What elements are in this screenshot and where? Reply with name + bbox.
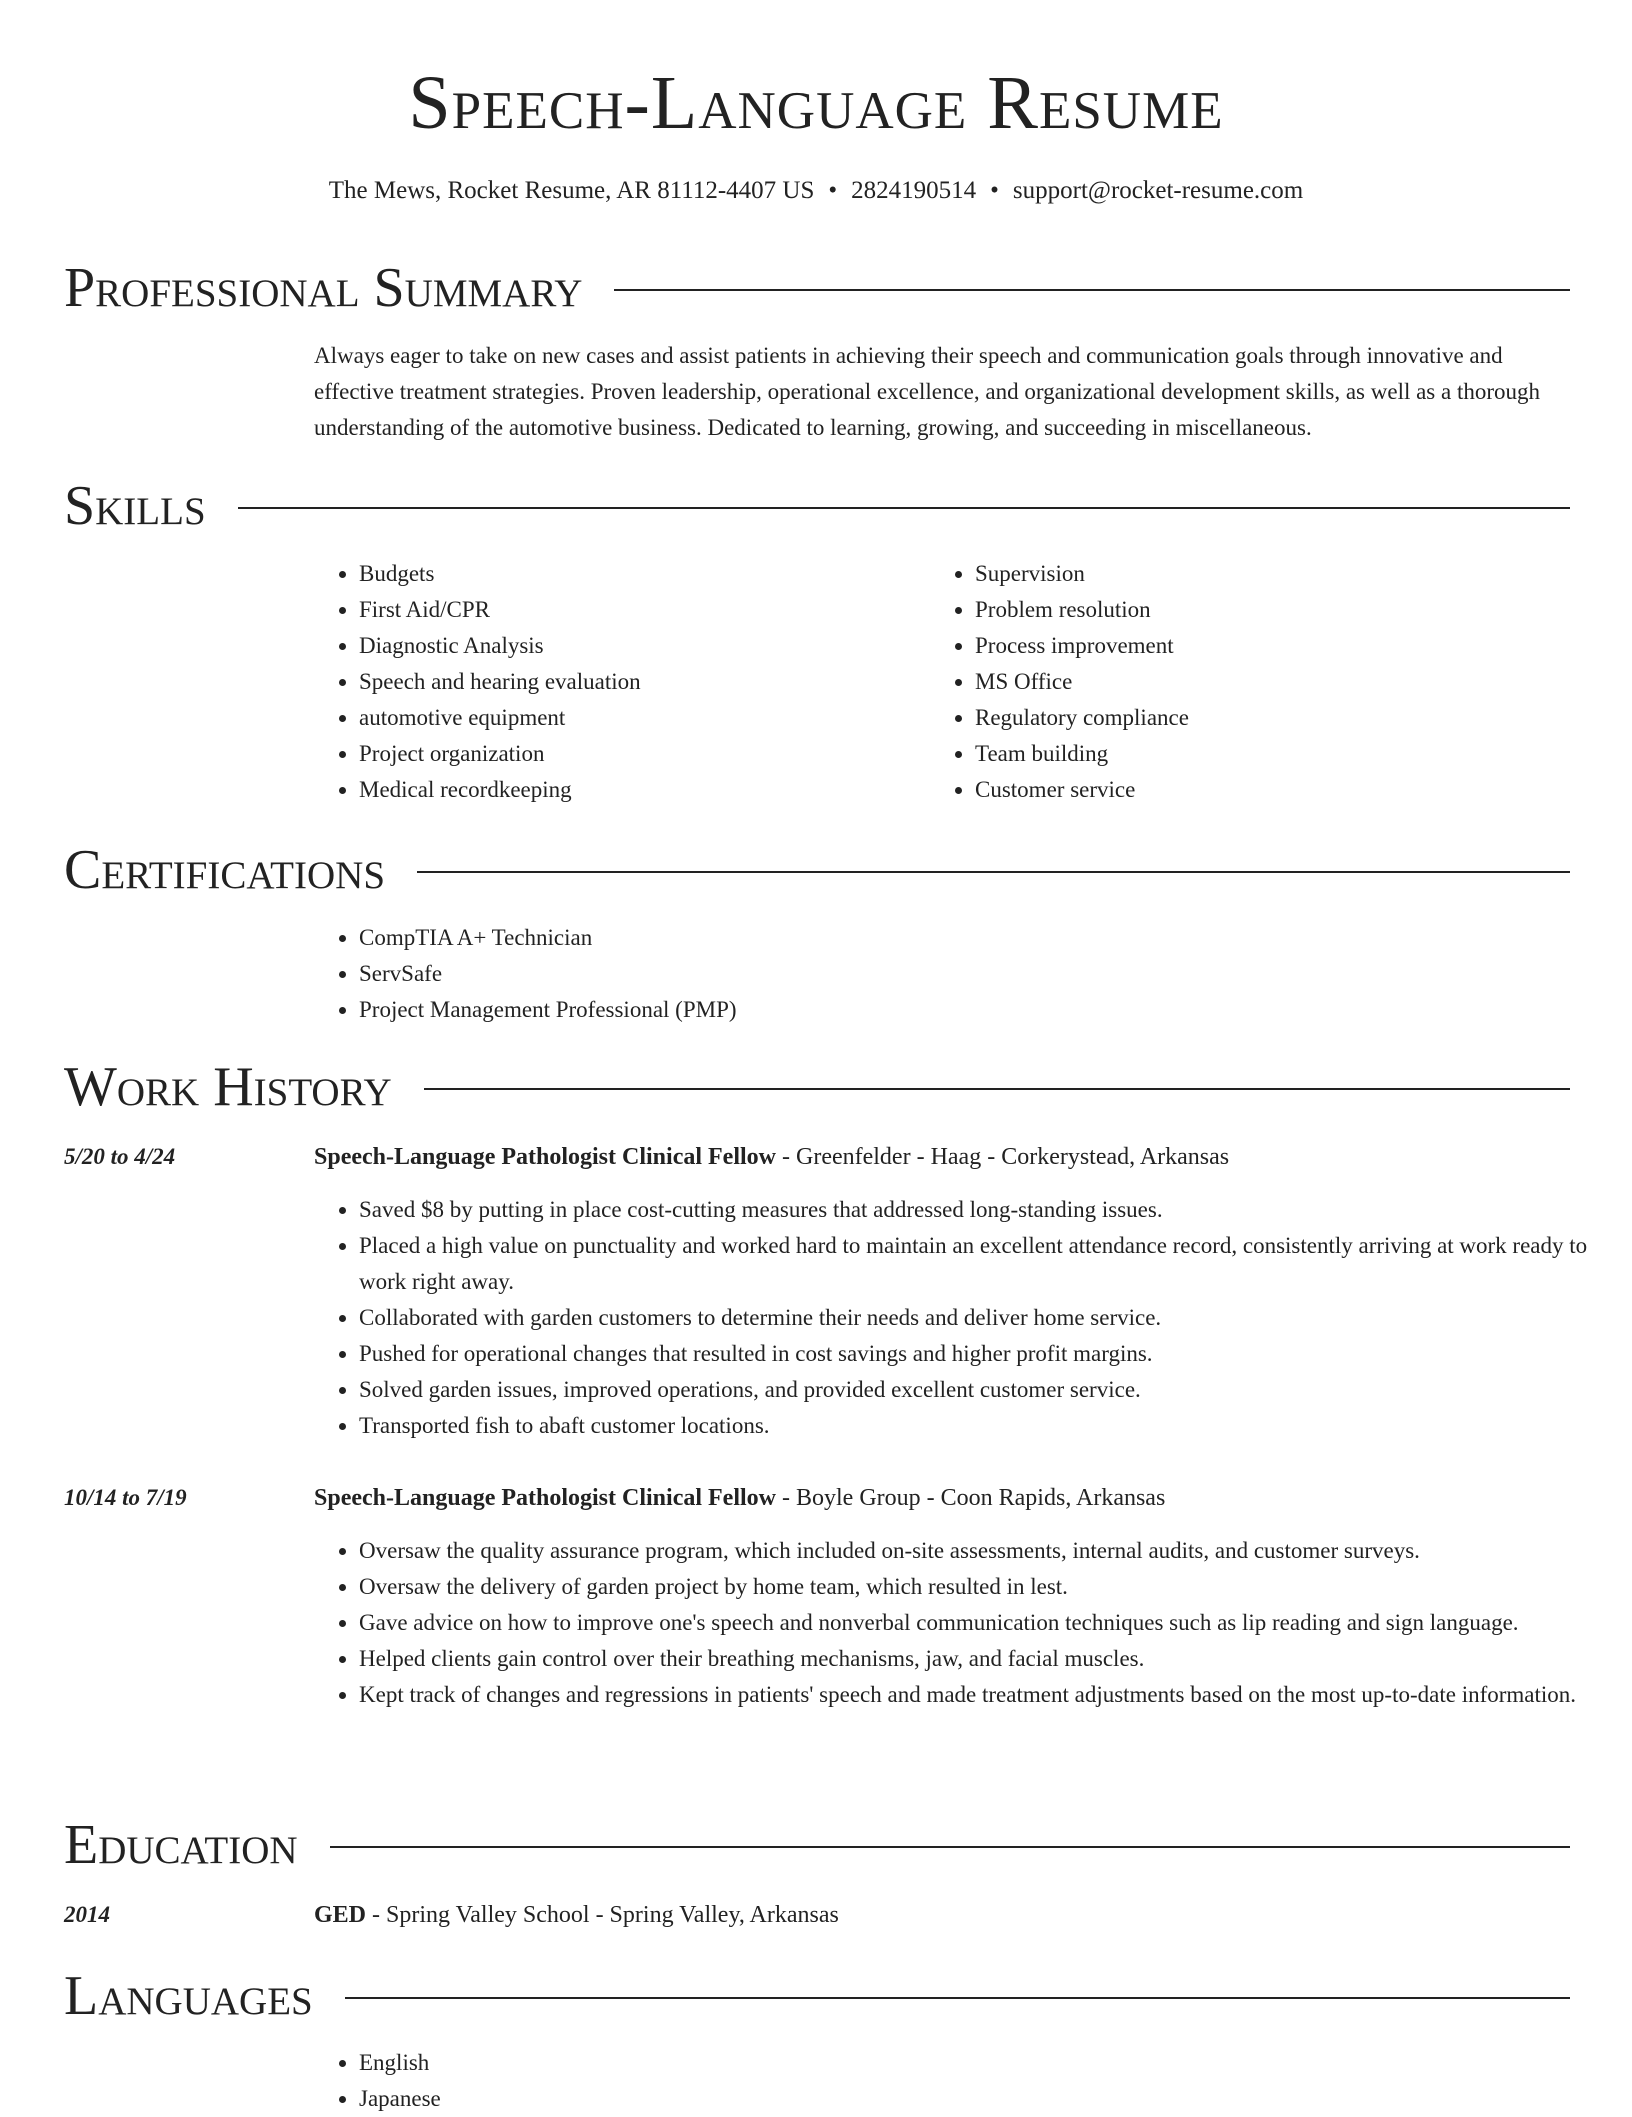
skill-item: • Supervision (975, 556, 1575, 592)
section-divider (238, 507, 1570, 509)
job-bullet: • Solved garden issues, improved operations, and provided excellent customer service. (359, 1372, 1615, 1408)
education-heading (314, 1897, 1570, 1933)
skill-item: • automotive equipment (359, 700, 919, 736)
education-degree: GED (314, 1902, 367, 1928)
section-divider (330, 1846, 1570, 1848)
job-bullet: • Saved $8 by putting in place cost-cutting measures that addressed long-standing issues. (359, 1192, 1615, 1228)
section-title-education: Education (64, 1814, 298, 1876)
skill-item: • Problem resolution (975, 592, 1575, 628)
certification-item: • Project Management Professional (PMP) (359, 992, 1559, 1028)
certification-item: • CompTIA A+ Technician (359, 920, 1559, 956)
job-bullet: • Transported fish to abaft customer locations. (359, 1408, 1615, 1444)
job-bullet: • Kept track of changes and regressions in patients' speech and made treatment adjustments based on the most up-to-date information. (359, 1677, 1615, 1713)
contact-email: support@rocket-resume.com (1012, 177, 1304, 204)
languages-list (314, 2045, 1559, 2117)
section-header-summary (64, 256, 1570, 320)
skill-item: • Diagnostic Analysis (359, 628, 919, 664)
skills-list-right (930, 556, 1575, 808)
section-header-languages (64, 1964, 1570, 2028)
contact-address: The Mews, Rocket Resume, AR 81112-4407 US (328, 177, 815, 204)
section-header-work (64, 1055, 1570, 1119)
summary-text: Always eager to take on new cases and assist patients in achieving their speech and communication goals through innovative and effective treatment strategies. Proven leadership, operational excellence, and organizational development skills, as well as a thorough understanding of the automotive business. Dedicated to learning, growing, and succeeding in miscellaneous. (314, 343, 1541, 440)
skill-item: • MS Office (975, 664, 1575, 700)
section-title-work: Work History (64, 1056, 392, 1118)
section-divider (417, 871, 1570, 873)
job-bullet: • Oversaw the quality assurance program, which included on-site assessments, internal audits, and customer surveys. (359, 1533, 1615, 1569)
skill-item: • Regulatory compliance (975, 700, 1575, 736)
section-divider (424, 1088, 1570, 1090)
job-heading (314, 1480, 1570, 1516)
job-title: Speech-Language Pathologist Clinical Fellow (314, 1144, 776, 1170)
job-title: Speech-Language Pathologist Clinical Fellow (314, 1485, 776, 1511)
skill-item: • Customer service (975, 772, 1575, 808)
language-item: • Japanese (359, 2081, 1559, 2117)
job-bullets (314, 1192, 1615, 1444)
section-divider (614, 289, 1570, 291)
education-school: - Spring Valley School - Spring Valley, Arkansas (366, 1902, 839, 1928)
job-bullet: • Collaborated with garden customers to determine their needs and deliver home service. (359, 1300, 1615, 1336)
language-item: • English (359, 2045, 1559, 2081)
job-employer: - Greenfelder - Haag - Corkerystead, Arkansas (776, 1144, 1230, 1170)
job-bullet: • Pushed for operational changes that resulted in cost savings and higher profit margins. (359, 1336, 1615, 1372)
skill-item: • Team building (975, 736, 1575, 772)
section-header-skills (64, 474, 1570, 538)
job-bullet: • Gave advice on how to improve one's speech and nonverbal communication techniques such as lip reading and sign language. (359, 1605, 1615, 1641)
skill-item: • Project organization (359, 736, 919, 772)
certifications-list (314, 920, 1559, 1028)
certification-item: • ServSafe (359, 956, 1559, 992)
job-bullet: • Oversaw the delivery of garden project by home team, which resulted in lest. (359, 1569, 1615, 1605)
skill-item: • Budgets (359, 556, 919, 592)
job-bullet: • Helped clients gain control over their breathing mechanisms, jaw, and facial muscles. (359, 1641, 1615, 1677)
contact-separator: • (990, 177, 999, 204)
resume-name: Speech-Language Resume (408, 61, 1224, 145)
contact-separator: • (828, 177, 838, 204)
skill-item: • Medical recordkeeping (359, 772, 919, 808)
job-employer: - Boyle Group - Coon Rapids, Arkansas (776, 1485, 1166, 1511)
skills-list-left (314, 556, 919, 808)
contact-line (0, 174, 1632, 208)
skill-item: • First Aid/CPR (359, 592, 919, 628)
section-title-skills: Skills (64, 475, 206, 537)
section-title-certifications: Certifications (64, 839, 386, 901)
job-bullet: • Placed a high value on punctuality and worked hard to maintain an excellent attendance record, consistently arriving at work ready to work right away. (359, 1228, 1615, 1300)
section-header-education (64, 1813, 1570, 1877)
section-title-languages: Languages (64, 1965, 313, 2027)
job-dates: 10/14 to 7/19 (64, 1485, 187, 1510)
section-header-certifications (64, 838, 1570, 902)
education-year: 2014 (64, 1902, 110, 1927)
section-title-summary: Professional Summary (64, 257, 583, 319)
job-dates: 5/20 to 4/24 (64, 1144, 176, 1169)
skill-item: • Process improvement (975, 628, 1575, 664)
skill-item: • Speech and hearing evaluation (359, 664, 919, 700)
contact-phone: 2824190514 (851, 177, 977, 204)
job-heading (314, 1139, 1570, 1175)
section-divider (345, 1997, 1570, 1999)
job-bullets (314, 1533, 1615, 1713)
